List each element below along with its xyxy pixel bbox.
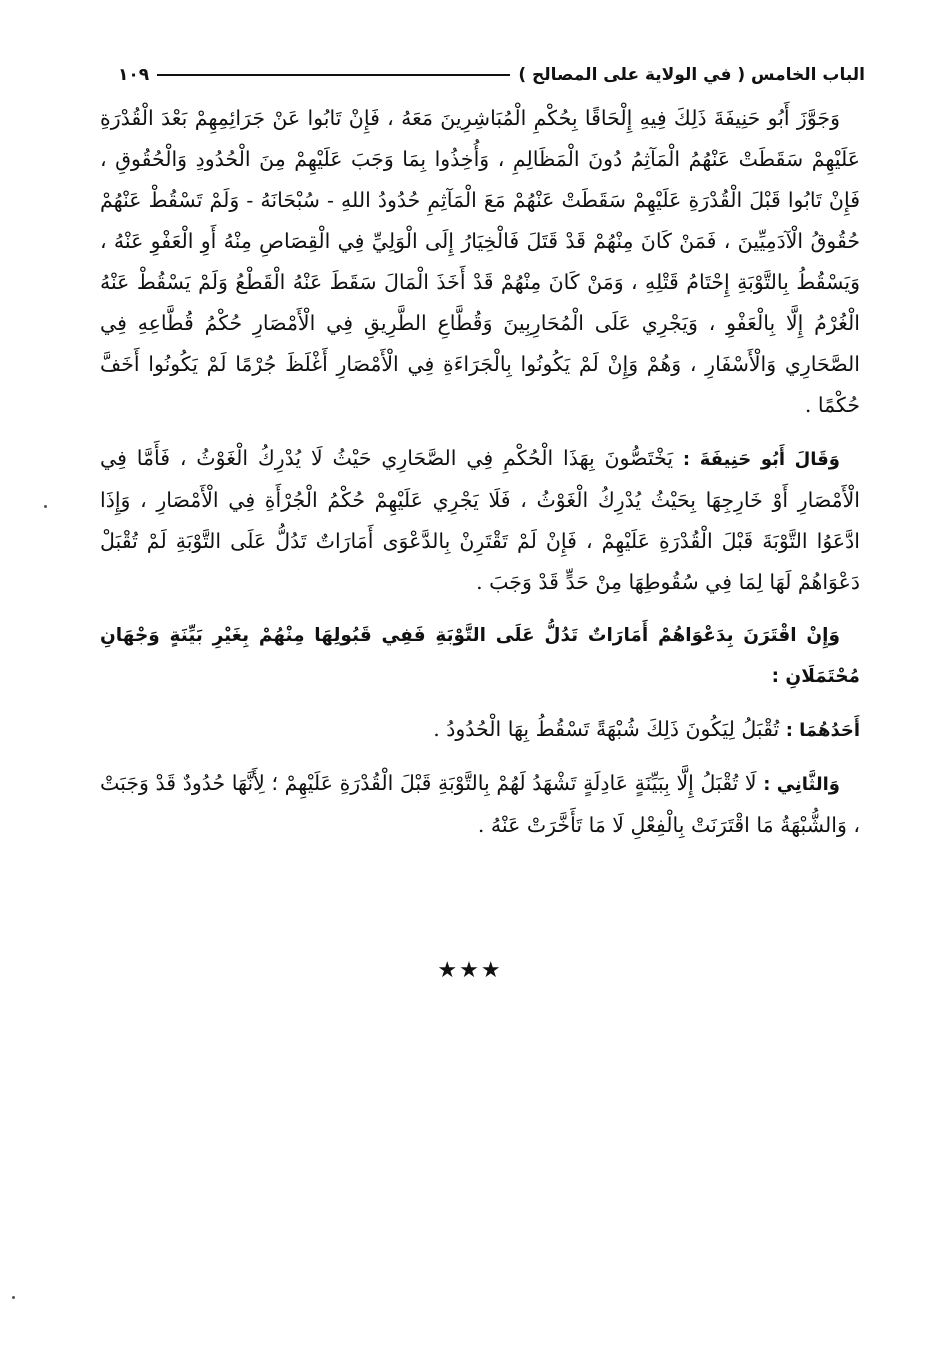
paragraph-1 <box>100 98 860 426</box>
header-rule <box>157 74 510 76</box>
paragraph-5-text: لَا تُقْبَلُ إِلَّا بِبَيِّنَةٍ عَادِلَةٍ تَشْهَدُ لَهُمْ بِالتَّوْبَةِ قَبْلَ الْقُدْرَةِ عَلَيْهِمْ ؛ لِأَنَّهَا حُدُودٌ قَدْ وَجَبَتْ ، وَالشُّبْهَةُ مَا اقْتَرَنَتْ بِالْفِعْلِ لَا مَا تَأَخَّرَتْ عَنْهُ . <box>100 771 860 837</box>
paragraph-4-text: تُقْبَلُ لِيَكُونَ ذَلِكَ شُبْهَةً تَسْقُطُ بِهَا الْحُدُودُ . <box>433 717 786 741</box>
page-number: ١٠٩ <box>118 65 150 85</box>
paragraph-2 <box>100 438 860 603</box>
chapter-title: الباب الخامس ( في الولاية على المصالح ) <box>518 65 865 85</box>
paragraph-1-text: وَجَوَّزَ أَبُو حَنِيفَةَ ذَلِكَ فِيهِ إِلْحَاقًا بِحُكْمِ الْمُبَاشِرِينَ مَعَهُ ، فَإِنْ تَابُوا عَنْ جَرَائِمِهِمْ بَعْدَ الْقُدْرَةِ عَلَيْهِمْ سَقَطَتْ عَنْهُمُ الْمَآثِمُ دُونَ الْمَظَالِمِ ، وَأُخِذُوا بِمَا وَجَبَ عَلَيْهِمْ مِنَ الْحُدُودِ وَالْحُقُوقِ ، فَإِنْ تَابُوا قَبْلَ الْقُدْرَةِ عَلَيْهِمْ سَقَطَتْ عَنْهُمْ مَعَ الْمَآثِمِ حُدُودُ اللهِ - سُبْحَانَهُ - وَلَمْ تَسْقُطْ عَنْهُمْ حُقُوقُ الْآدَمِيِّينَ ، فَمَنْ كَانَ مِنْهُمْ قَدْ قَتَلَ فَالْخِيَارُ إِلَى الْوَلِيِّ فِي الْقِصَاصِ مِنْهُ أَوِ الْعَفْوِ عَنْهُ ، وَيَسْقُطُ بِالتَّوْبَةِ إِحْتَامُ قَتْلِهِ ، وَمَنْ كَانَ مِنْهُمْ قَدْ أَخَذَ الْمَالَ سَقَطَ عَنْهُ الْقَطْعُ وَلَمْ يَسْقُطْ عَنْهُ الْغُرْمُ إِلَّا بِالْعَفْوِ ، وَيَجْرِي عَلَى الْمُحَارِبِينَ وَقُطَّاعِ الطَّرِيقِ فِي الْأَمْصَارِ حُكْمُ قُطَّاعِهِ فِي الصَّحَارِي وَالْأَسْفَارِ ، وَهُمْ وَإِنْ لَمْ يَكُونُوا بِالْجَرَاءَةِ فِي الْأَمْصَارِ أَغْلَظَ جُرْمًا لَمْ يَكُونُوا أَخَفَّ حُكْمًا . <box>100 106 860 417</box>
paragraph-2-text: يَخْتَصُّونَ بِهَذَا الْحُكْمِ فِي الصَّحَارِي حَيْثُ لَا يُدْرِكُ الْغَوْثُ ، فَأَمَّا فِي الْأَمْصَارِ أَوْ خَارِجِهَا بِحَيْثُ يُدْرِكُ الْغَوْثُ ، فَلَا يَجْرِي عَلَيْهِمْ حُكْمُ الْجُرْأَةِ فِي الْأَمْصَارِ ، وَإِذَا ادَّعَوُا التَّوْبَةَ قَبْلَ الْقُدْرَةِ عَلَيْهِمْ ، فَإِنْ لَمْ تَقْتَرِنْ بِالدَّعْوَى أَمَارَاتٌ تَدُلُّ عَلَى التَّوْبَةِ لَمْ تُقْبَلْ دَعْوَاهُمْ لَهَا لِمَا فِي سُقُوطِهَا مِنْ حَدٍّ قَدْ وَجَبَ . <box>100 446 860 594</box>
paragraph-4-lead: أَحَدُهُمَا : <box>785 720 860 741</box>
paragraph-2-lead: وَقَالَ أَبُو حَنِيفَةَ : <box>682 449 840 470</box>
section-divider-stars: ★★★ <box>437 958 503 983</box>
paragraph-5 <box>100 763 860 846</box>
paragraph-4 <box>100 709 860 751</box>
scan-speck <box>12 1296 15 1299</box>
paragraph-3 <box>100 615 860 697</box>
scan-speck <box>44 505 47 508</box>
paragraph-3-text: وَإِنْ اقْتَرَنَ بِدَعْوَاهُمْ أَمَارَاتٌ تَدُلُّ عَلَى التَّوْبَةِ فَفِي قَبُولِهَا مِنْهُمْ بِغَيْرِ بَيِّنَةٍ وَجْهَانِ مُحْتَمَلَانِ : <box>100 625 860 687</box>
paragraph-5-lead: وَالثَّانِي : <box>763 774 840 795</box>
running-header <box>118 60 865 90</box>
body-text <box>100 98 860 858</box>
